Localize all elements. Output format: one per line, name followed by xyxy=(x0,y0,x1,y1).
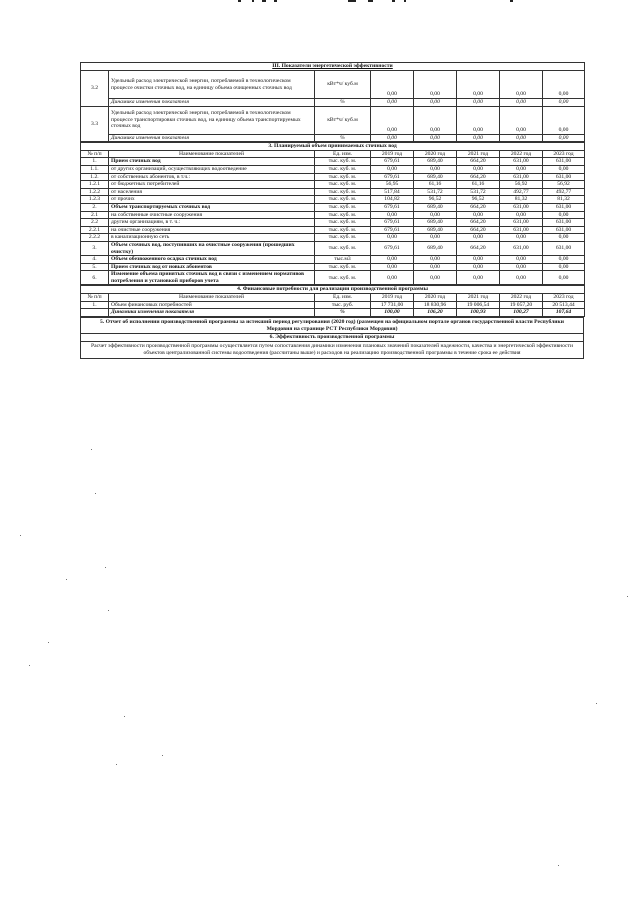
value-cell: 0,00 xyxy=(543,71,585,99)
column-header: 2020 год xyxy=(414,150,457,158)
value-cell: 0,00 xyxy=(457,271,500,285)
row-unit: тыс. куб. м. xyxy=(315,226,371,234)
value-cell: 679,61 xyxy=(371,219,414,227)
value-cell: 96,52 xyxy=(457,196,500,204)
table-row xyxy=(81,309,585,317)
row-unit: тыс. куб. м. xyxy=(315,203,371,211)
value-cell: 0,00 xyxy=(371,234,414,242)
value-cell: 0,00 xyxy=(457,256,500,264)
table-row xyxy=(81,181,585,189)
value-cell: 0,00 xyxy=(371,134,414,142)
energy-efficiency-table xyxy=(80,62,585,142)
value-cell: 0,00 xyxy=(414,211,457,219)
value-cell: 0,00 xyxy=(371,263,414,271)
value-cell: 104,82 xyxy=(371,196,414,204)
value-cell: 0,00 xyxy=(543,211,585,219)
column-header: № п/п xyxy=(81,294,109,302)
column-header: 2020 год xyxy=(414,294,457,302)
value-cell: 0,00 xyxy=(457,165,500,173)
value-cell: 679,61 xyxy=(371,173,414,181)
table-row xyxy=(81,263,585,271)
dynamics-unit: % xyxy=(315,134,371,142)
value-cell: 492,77 xyxy=(543,188,585,196)
row-unit: тыс. куб. м. xyxy=(315,263,371,271)
value-cell: 0,00 xyxy=(457,99,500,107)
value-cell: 100,93 xyxy=(457,309,500,317)
value-cell: 0,00 xyxy=(500,271,543,285)
value-cell: 679,61 xyxy=(371,241,414,255)
value-cell: 20 513,44 xyxy=(543,301,585,309)
row-number: 2.2 xyxy=(81,219,109,227)
row-number: 3.2 xyxy=(81,71,109,107)
table-row xyxy=(81,271,585,285)
value-cell: 81,32 xyxy=(500,196,543,204)
value-cell: 0,00 xyxy=(500,99,543,107)
table-row xyxy=(81,196,585,204)
table-row xyxy=(81,165,585,173)
efficiency-text: Расчет эффективности производственной программы осуществляется путем сопоставления динамики изменения плановых значений показателей надежности, качества и энергетической эффективности объектов централизованной системы водоотведения (рассчитаны выше) и расходов на реализацию производственной программы в течение срока ее действия xyxy=(81,342,584,359)
column-header: Наименование показателей xyxy=(109,294,315,302)
value-cell: 631,00 xyxy=(543,226,585,234)
value-cell: 492,77 xyxy=(500,188,543,196)
value-cell: 0,00 xyxy=(500,211,543,219)
value-cell: 679,61 xyxy=(371,226,414,234)
value-cell: 106,20 xyxy=(414,309,457,317)
row-number: 6. xyxy=(81,271,109,285)
value-cell: 0,00 xyxy=(414,99,457,107)
value-cell: 0,00 xyxy=(543,165,585,173)
row-number: 5. xyxy=(81,263,109,271)
value-cell: 631,00 xyxy=(500,203,543,211)
row-name: на собственные очистные сооружения xyxy=(109,211,315,219)
column-header: 2021 год xyxy=(457,150,500,158)
row-number xyxy=(81,309,109,317)
value-cell: 0,00 xyxy=(500,71,543,99)
value-cell: 664,20 xyxy=(457,203,500,211)
row-unit: тыс. куб. м. xyxy=(315,234,371,242)
value-cell: 531,72 xyxy=(457,188,500,196)
value-cell: 631,00 xyxy=(543,241,585,255)
energy-row xyxy=(81,71,585,99)
finance-body xyxy=(81,301,585,316)
column-header: Ед. изм. xyxy=(315,150,371,158)
value-cell: 664,20 xyxy=(457,241,500,255)
finance-section-title: 4. Финансовые потребности для реализации производственной программы xyxy=(81,286,585,294)
value-cell: 664,20 xyxy=(457,158,500,166)
value-cell: 0,00 xyxy=(543,271,585,285)
value-cell: 631,00 xyxy=(543,158,585,166)
value-cell: 0,00 xyxy=(371,106,414,134)
row-unit: кВт*ч/ куб.м xyxy=(315,71,371,99)
value-cell: 0,00 xyxy=(414,134,457,142)
value-cell: 631,00 xyxy=(543,219,585,227)
value-cell: 531,72 xyxy=(414,188,457,196)
row-name: от прочих xyxy=(109,196,315,204)
planned-section-title: 3. Планируемый объем принимаемых сточных вод xyxy=(81,143,585,151)
column-header: 2023 год xyxy=(543,150,585,158)
row-name: на очистные сооружения xyxy=(109,226,315,234)
table-row xyxy=(81,158,585,166)
table-row xyxy=(81,241,585,255)
row-name: Удельный расход электрической энергии, потребляемой в технологическом процессе транспортировки сточных вод, на единицу объема транспортируемых сточных вод xyxy=(109,106,315,134)
column-header: 2022 год xyxy=(500,294,543,302)
row-number: 2.2.1 xyxy=(81,226,109,234)
row-unit: тыс. куб. м. xyxy=(315,196,371,204)
value-cell: 689,40 xyxy=(414,226,457,234)
column-header: 2022 год xyxy=(500,150,543,158)
value-cell: 61,16 xyxy=(457,181,500,189)
row-name: от других организаций, осуществляющих водоотведение xyxy=(109,165,315,173)
value-cell: 0,00 xyxy=(543,99,585,107)
value-cell: 631,00 xyxy=(500,241,543,255)
row-unit: тыс.м3 xyxy=(315,256,371,264)
row-unit: тыс. куб. м. xyxy=(315,219,371,227)
dynamics-unit: % xyxy=(315,99,371,107)
table-row xyxy=(81,188,585,196)
row-name: Объем финансовых потребностей xyxy=(109,301,315,309)
value-cell: 517,84 xyxy=(371,188,414,196)
value-cell: 19 057,20 xyxy=(500,301,543,309)
scan-top-marks xyxy=(0,0,640,4)
row-name: в канализационную сеть xyxy=(109,234,315,242)
value-cell: 0,00 xyxy=(371,71,414,99)
value-cell: 61,16 xyxy=(414,181,457,189)
row-name: Прием сточных вод от новых абонентов xyxy=(109,263,315,271)
value-cell: 631,00 xyxy=(543,203,585,211)
row-name: другим организациям, в т. ч.: xyxy=(109,219,315,227)
row-unit: кВт*ч/ куб.м xyxy=(315,106,371,134)
value-cell: 0,00 xyxy=(543,106,585,134)
value-cell: 18 830,96 xyxy=(414,301,457,309)
row-name: Объем обезвоженного осадка сточных вод xyxy=(109,256,315,264)
row-name: Объем сточных вод, поступивших на очистные сооружения (прошедших очистку) xyxy=(109,241,315,255)
value-cell: 0,00 xyxy=(500,134,543,142)
value-cell: 664,20 xyxy=(457,226,500,234)
value-cell: 631,00 xyxy=(543,173,585,181)
row-number: 1.2.1 xyxy=(81,181,109,189)
value-cell: 100,27 xyxy=(500,309,543,317)
row-name: Объем транспортируемых сточных вод xyxy=(109,203,315,211)
value-cell: 0,00 xyxy=(500,256,543,264)
planned-header-row xyxy=(81,150,585,158)
row-number: 3.3 xyxy=(81,106,109,142)
value-cell: 664,20 xyxy=(457,173,500,181)
value-cell: 664,20 xyxy=(457,219,500,227)
value-cell: 0,00 xyxy=(414,71,457,99)
value-cell: 0,00 xyxy=(414,106,457,134)
table-row xyxy=(81,203,585,211)
table-row xyxy=(81,173,585,181)
row-name: от собственных абонентов, в т.ч.: xyxy=(109,173,315,181)
value-cell: 0,00 xyxy=(457,234,500,242)
row-unit: тыс. куб. м. xyxy=(315,211,371,219)
value-cell: 631,00 xyxy=(500,173,543,181)
row-name: от населения xyxy=(109,188,315,196)
energy-section-title: III. Показатели энергетической эффективности xyxy=(81,63,585,71)
value-cell: 0,00 xyxy=(543,234,585,242)
table-row xyxy=(81,226,585,234)
row-unit: тыс. куб. м. xyxy=(315,188,371,196)
value-cell: 0,00 xyxy=(500,165,543,173)
value-cell: 689,40 xyxy=(414,158,457,166)
value-cell: 0,00 xyxy=(500,263,543,271)
row-number: 2.1 xyxy=(81,211,109,219)
row-number: 1.2.3 xyxy=(81,196,109,204)
planned-volume-table xyxy=(80,142,585,285)
planned-body xyxy=(81,158,585,285)
row-number: 1.2. xyxy=(81,173,109,181)
value-cell: 689,40 xyxy=(414,203,457,211)
value-cell: 107,64 xyxy=(543,309,585,317)
efficiency-section-title: 6. Эффективность производственной программы xyxy=(81,334,584,342)
column-header: 2023 год xyxy=(543,294,585,302)
row-number: 1. xyxy=(81,158,109,166)
table-row xyxy=(81,219,585,227)
row-unit: тыс. куб. м. xyxy=(315,165,371,173)
row-unit: тыс. куб. м. xyxy=(315,241,371,255)
row-number: 2. xyxy=(81,203,109,211)
row-unit: тыс. куб. м. xyxy=(315,181,371,189)
value-cell: 56,92 xyxy=(543,181,585,189)
value-cell: 0,00 xyxy=(543,256,585,264)
row-unit: % xyxy=(315,309,371,317)
row-number: 1.2.2 xyxy=(81,188,109,196)
value-cell: 631,00 xyxy=(500,219,543,227)
value-cell: 631,00 xyxy=(500,226,543,234)
value-cell: 100,00 xyxy=(371,309,414,317)
row-unit: тыс. руб. xyxy=(315,301,371,309)
row-name: Изменение объема принятых сточных вод в связи с изменением нормативов потребления и установкой приборов учета xyxy=(109,271,315,285)
value-cell: 679,61 xyxy=(371,203,414,211)
column-header: 2021 год xyxy=(457,294,500,302)
value-cell: 0,00 xyxy=(457,106,500,134)
value-cell: 0,00 xyxy=(371,256,414,264)
row-unit: тыс. куб. м. xyxy=(315,158,371,166)
row-number: 1. xyxy=(81,301,109,309)
column-header: Ед. изм. xyxy=(315,294,371,302)
row-number: 1.1. xyxy=(81,165,109,173)
value-cell: 0,00 xyxy=(414,263,457,271)
dynamics-label: Динамика изменения показателя xyxy=(109,99,315,107)
table-row xyxy=(81,234,585,242)
value-cell: 0,00 xyxy=(543,134,585,142)
row-name: Прием сточных вод xyxy=(109,158,315,166)
value-cell: 689,40 xyxy=(414,173,457,181)
value-cell: 679,61 xyxy=(371,158,414,166)
value-cell: 0,00 xyxy=(500,234,543,242)
row-unit: тыс. куб. м. xyxy=(315,271,371,285)
value-cell: 0,00 xyxy=(457,134,500,142)
column-header: 2019 год xyxy=(371,294,414,302)
row-name: от бюджетных потребителей xyxy=(109,181,315,189)
value-cell: 0,00 xyxy=(414,271,457,285)
value-cell: 81,32 xyxy=(543,196,585,204)
row-unit: тыс. куб. м. xyxy=(315,173,371,181)
value-cell: 0,00 xyxy=(371,165,414,173)
value-cell: 0,00 xyxy=(457,211,500,219)
column-header: Наименование показателей xyxy=(109,150,315,158)
table-row xyxy=(81,256,585,264)
table-row xyxy=(81,301,585,309)
column-header: № п/п xyxy=(81,150,109,158)
value-cell: 0,00 xyxy=(414,234,457,242)
row-number: 4. xyxy=(81,256,109,264)
row-number: 2.2.2 xyxy=(81,234,109,242)
report-text: 5. Отчет об исполнении производственной программы за истекший период регулирования (2020 год) (размещен на официальном портале органов государственной власти Республики Мордовия на странице РСТ Республики Мордовия) xyxy=(81,317,584,334)
value-cell: 0,00 xyxy=(414,256,457,264)
value-cell: 0,00 xyxy=(371,99,414,107)
value-cell: 631,00 xyxy=(500,158,543,166)
value-cell: 689,40 xyxy=(414,241,457,255)
row-name: Удельный расход электрической энергии, потребляемой в технологическом процессе очистки сточных вод, на единицу объема очищенных сточных вод xyxy=(109,71,315,99)
value-cell: 0,00 xyxy=(543,263,585,271)
document-page xyxy=(80,62,584,359)
value-cell: 0,00 xyxy=(457,263,500,271)
column-header: 2019 год xyxy=(371,150,414,158)
finance-header-row xyxy=(81,294,585,302)
dynamics-row xyxy=(81,99,585,107)
value-cell: 56,92 xyxy=(500,181,543,189)
value-cell: 0,00 xyxy=(500,106,543,134)
value-cell: 689,40 xyxy=(414,219,457,227)
value-cell: 56,95 xyxy=(371,181,414,189)
value-cell: 17 731,00 xyxy=(371,301,414,309)
finance-table xyxy=(80,285,585,316)
value-cell: 0,00 xyxy=(414,165,457,173)
energy-row xyxy=(81,106,585,134)
value-cell: 0,00 xyxy=(371,211,414,219)
value-cell: 0,00 xyxy=(371,271,414,285)
value-cell: 0,00 xyxy=(457,71,500,99)
dynamics-row xyxy=(81,134,585,142)
row-number: 3. xyxy=(81,241,109,255)
table-row xyxy=(81,211,585,219)
report-table xyxy=(80,317,584,359)
row-name: Динамика изменения показателя xyxy=(109,309,315,317)
value-cell: 19 006,54 xyxy=(457,301,500,309)
value-cell: 96,52 xyxy=(414,196,457,204)
dynamics-label: Динамика изменения показателя xyxy=(109,134,315,142)
